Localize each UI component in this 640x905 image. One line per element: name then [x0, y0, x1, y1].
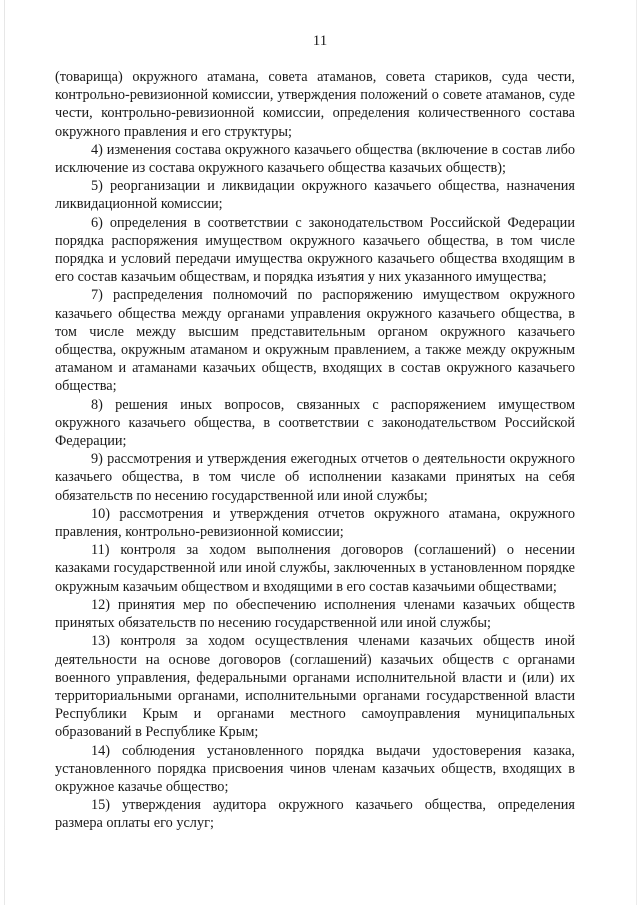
paragraph-continuation: (товарища) окружного атамана, совета атаманов, совета стариков, суда чести, контрольно-ревизионной комиссии, утверждения положений о совете атаманов, суде чести, контрольно-ревизионной комиссии, определения количественного состава окружного правления и его структуры; — [55, 69, 575, 140]
list-item-9: 9) рассмотрения и утверждения ежегодных отчетов о деятельности окружного казачьего общества, в том числе об исполнении казаками принятых на себя обязательств по несению государственной или иной службы; — [55, 451, 575, 504]
list-item-4: 4) изменения состава окружного казачьего общества (включение в состав либо исключение из состава окружного казачьего общества казачьих обществ); — [55, 141, 575, 177]
list-item-13: 13) контроля за ходом осуществления членами казачьих обществ иной деятельности на основе договоров (соглашений) казачьих обществ с органами военного управления, федеральными органами исполнительной власти и (или) их территориальными органами, исполнительными органами государственной власти Республики Крым и органами местного самоуправления муниципальных образований в Республике Крым; — [55, 633, 575, 741]
list-item-6: 6) определения в соответствии с законодательством Российской Федерации порядка распоряжения имуществом окружного казачьего общества, в том числе порядка и условий передачи имущества окружного казачьего общества входящим в его состав казачьим обществам, и порядка изъятия у них указанного имущества; — [55, 214, 575, 286]
scan-edge-left — [4, 0, 5, 905]
page-number: 11 — [312, 33, 328, 49]
list-item-5: 5) реорганизации и ликвидации окружного казачьего общества, назначения ликвидационной комиссии; — [55, 178, 575, 213]
list-item-10: 10) рассмотрения и утверждения отчетов окружного атамана, окружного правления, контрольно-ревизионной комиссии; — [55, 505, 575, 541]
document-body — [55, 68, 575, 833]
list-item-12: 12) принятия мер по обеспечению исполнения членами казачьих обществ принятых обязательств по несению государственной или иной службы; — [55, 596, 575, 632]
list-item-11: 11) контроля за ходом выполнения договоров (соглашений) о несении казаками государственной или иной службы, заключенных в установленном порядке окружным казачьим обществом и входящими в его состав казачьими обществами; — [55, 542, 575, 595]
list-item-8: 8) решения иных вопросов, связанных с распоряжением имуществом окружного казачьего общества, в соответствии с законодательством Российской Федерации; — [55, 396, 575, 450]
list-item-7: 7) распределения полномочий по распоряжению имуществом окружного казачьего общества между органами управления окружного казачьего общества, в том числе между высшим представительным органом окружного казачьего общества, окружным атаманом и окружным правлением, а также между окружным атаманом и атаманами казачьих обществ, входящих в состав окружного казачьего общества; — [55, 287, 575, 395]
scan-edge-right — [636, 0, 637, 905]
list-item-15: 15) утверждения аудитора окружного казачьего общества, определения размера оплаты его услуг; — [55, 797, 575, 832]
list-item-14: 14) соблюдения установленного порядка выдачи удостоверения казака, установленного порядка присвоения чинов членам казачьих обществ, входящих в окружное казачье общество; — [55, 742, 575, 795]
